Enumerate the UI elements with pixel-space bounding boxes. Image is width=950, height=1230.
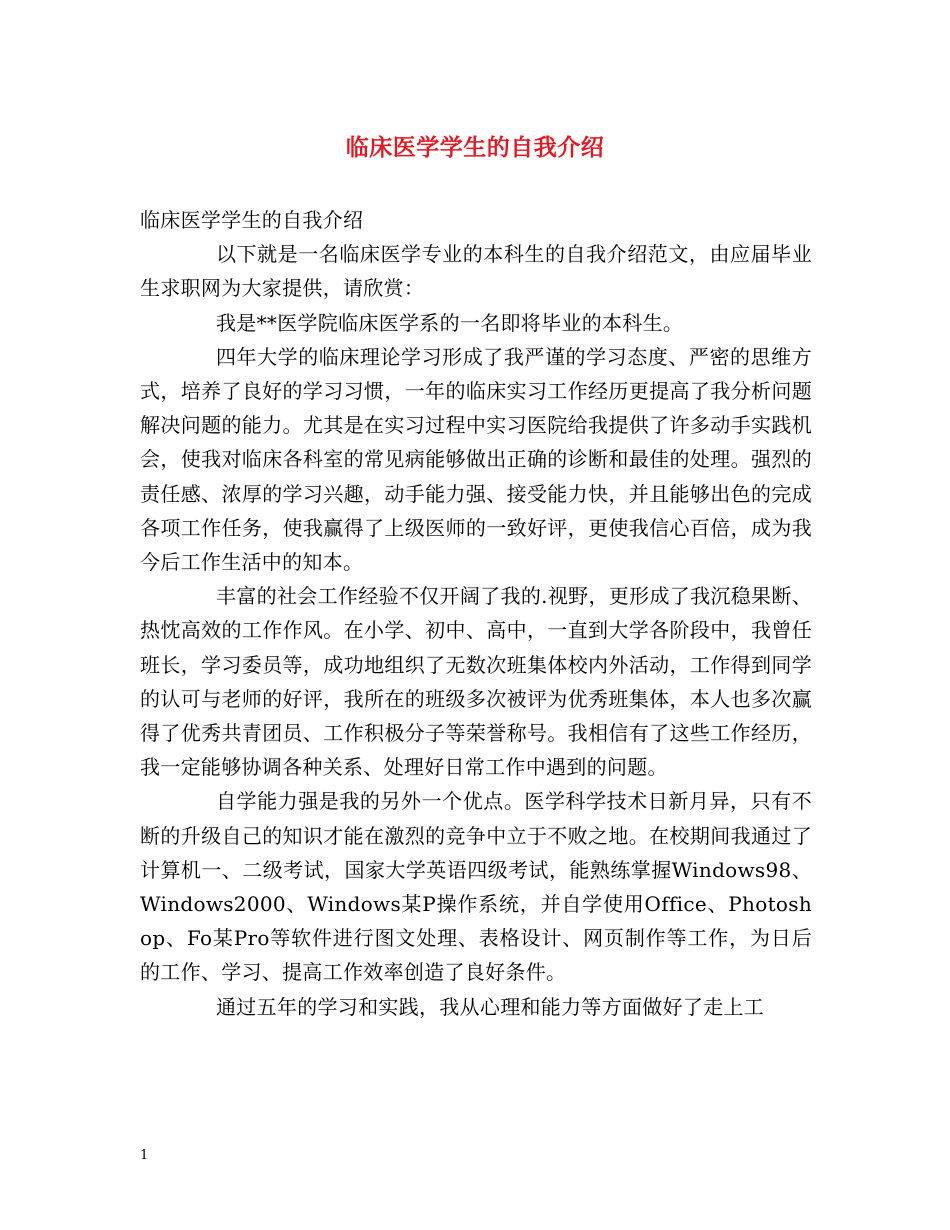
- paragraph-conclusion: 通过五年的学习和实践，我从心理和能力等方面做好了走上工: [216, 994, 765, 1019]
- body-heading: 临床医学学生的自我介绍: [140, 208, 364, 232]
- paragraph-identity: 我是**医学院临床医学系的一名即将毕业的本科生。: [216, 310, 684, 335]
- document-body: [140, 203, 812, 1024]
- page-number: 1: [140, 1148, 149, 1163]
- paragraph-intro: 以下就是一名临床医学专业的本科生的自我介绍范文，由应届毕业生求职网为大家提供，请欣赏：: [140, 242, 812, 301]
- paragraph-self-learning: 自学能力强是我的另外一个优点。医学科学技术日新月异，只有不断的升级自己的知识才能在激烈的竞争中立于不败之地。在校期间我通过了计算机一、二级考试，国家大学英语四级考试，能熟练掌握Windows98、Windows2000、Windows某P操作系统，并自学使用Office、Photoshop、Fo某Pro等软件进行图文处理、表格设计、网页制作等工作，为日后的工作、学习、提高工作效率创造了良好条件。: [140, 789, 812, 985]
- paragraph-study: 四年大学的临床理论学习形成了我严谨的学习态度、严密的思维方式，培养了良好的学习习惯，一年的临床实习工作经历更提高了我分析问题解决问题的能力。尤其是在实习过程中实习医院给我提供了许多动手实践机会，使我对临床各科室的常见病能够做出正确的诊断和最佳的处理。强烈的责任感、浓厚的学习兴趣，动手能力强、接受能力快，并且能够出色的完成各项工作任务，使我赢得了上级医师的一致好评，更使我信心百倍，成为我今后工作生活中的知本。: [140, 344, 812, 575]
- document-title: 临床医学学生的自我介绍: [345, 134, 605, 161]
- paragraph-social-work: 丰富的社会工作经验不仅开阔了我的.视野，更形成了我沉稳果断、热忱高效的工作作风。在小学、初中、高中，一直到大学各阶段中，我曾任班长，学习委员等，成功地组织了无数次班集体校内外活动，工作得到同学的认可与老师的好评，我所在的班级多次被评为优秀班集体，本人也多次赢得了优秀共青团员、工作积极分子等荣誉称号。我相信有了这些工作经历，我一定能够协调各种关系、处理好日常工作中遇到的问题。: [140, 584, 812, 780]
